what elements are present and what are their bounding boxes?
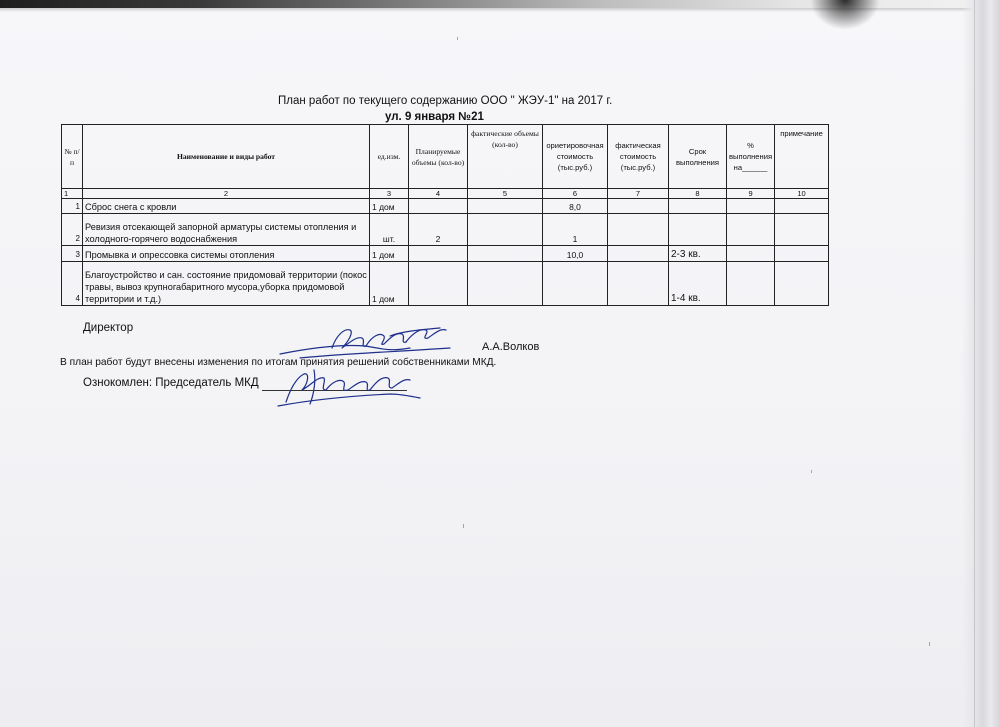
header-estimated-cost: ориетировочная стоимость (тыс.руб.) (543, 125, 608, 189)
row-actual-cost (608, 214, 669, 246)
colnum-6: 6 (543, 189, 608, 199)
colnum-9: 9 (727, 189, 775, 199)
row-planned: 2 (409, 214, 468, 246)
header-name: Наименование и виды работ (83, 125, 370, 189)
row-num: 2 (62, 214, 83, 246)
scan-speck (811, 470, 812, 473)
row-estimated-cost: 1 (543, 214, 608, 246)
scan-speck (929, 642, 930, 646)
chairman-signature (270, 360, 430, 412)
row-name: Ревизия отсекающей запорной арматуры системы отопления и холодного-горячего водоснабжения (83, 214, 370, 246)
work-plan-table (61, 124, 829, 306)
row-term: 2-3 кв. (669, 246, 727, 262)
colnum-8: 8 (669, 189, 727, 199)
colnum-4: 4 (409, 189, 468, 199)
document-address: ул. 9 января №21 (385, 111, 484, 123)
row-estimated-cost: 10,0 (543, 246, 608, 262)
header-term: Срок выполнения (669, 125, 727, 189)
header-actual-cost: фактическая стоимость (тыс.руб.) (608, 125, 669, 189)
scan-right-edge (962, 0, 1000, 727)
row-term (669, 199, 727, 214)
scan-speck (457, 37, 458, 40)
table-header-row (62, 125, 829, 189)
header-planned: Планируемые объемы (кол-во) (409, 125, 468, 189)
header-unit: ед.изм. (370, 125, 409, 189)
colnum-7: 7 (608, 189, 669, 199)
row-actual (468, 246, 543, 262)
table-row (62, 262, 829, 306)
row-name: Сброс снега с кровли (83, 199, 370, 214)
row-actual (468, 214, 543, 246)
changes-note: В план работ будут внесены изменения по итогам принятия решений собственниками МКД. (60, 357, 497, 368)
row-actual-cost (608, 246, 669, 262)
row-actual-cost (608, 199, 669, 214)
row-name: Благоустройство и сан. состояние придомовай территории (покос травы, вывоз крупногабаритного мусора,уборка придомовой территории и т.д.) (83, 262, 370, 306)
row-unit: 1 дом (370, 246, 409, 262)
row-percent (727, 199, 775, 214)
row-unit: 1 дом (370, 262, 409, 306)
row-actual-cost (608, 262, 669, 306)
header-actual: фактические объемы (кол-во) (468, 125, 543, 189)
scan-speck (463, 524, 464, 528)
row-planned (409, 246, 468, 262)
colnum-2: 2 (83, 189, 370, 199)
document-title: План работ по текущего содержанию ООО " ЖЭУ-1" на 2017 г. (278, 95, 613, 107)
colnum-5: 5 (468, 189, 543, 199)
colnum-1: 1 (62, 189, 83, 199)
colnum-10: 10 (775, 189, 829, 199)
table-row (62, 199, 829, 214)
director-name: А.А.Волков (482, 341, 540, 353)
header-num: № п/п (62, 125, 83, 189)
row-estimated-cost: 8,0 (543, 199, 608, 214)
row-note (775, 246, 829, 262)
row-planned (409, 199, 468, 214)
table-row (62, 214, 829, 246)
row-term (669, 214, 727, 246)
row-percent (727, 246, 775, 262)
row-estimated-cost (543, 262, 608, 306)
header-note: примечание (775, 125, 829, 189)
row-note (775, 262, 829, 306)
table-row (62, 246, 829, 262)
row-planned (409, 262, 468, 306)
scan-corner-shadow (810, 0, 880, 30)
row-percent (727, 262, 775, 306)
row-num: 4 (62, 262, 83, 306)
director-label: Директор (83, 322, 134, 334)
row-percent (727, 214, 775, 246)
row-actual (468, 199, 543, 214)
row-unit: шт. (370, 214, 409, 246)
row-note (775, 214, 829, 246)
row-note (775, 199, 829, 214)
row-term: 1-4 кв. (669, 262, 727, 306)
column-number-row (62, 189, 829, 199)
colnum-3: 3 (370, 189, 409, 199)
row-unit: 1 дом (370, 199, 409, 214)
header-percent: % выполнения на______ (727, 125, 775, 189)
row-actual (468, 262, 543, 306)
acquaint-label: Ознокомлен: Председатель МКД (83, 377, 259, 389)
row-name: Промывка и опрессовка системы отопления (83, 246, 370, 262)
row-num: 3 (62, 246, 83, 262)
row-num: 1 (62, 199, 83, 214)
